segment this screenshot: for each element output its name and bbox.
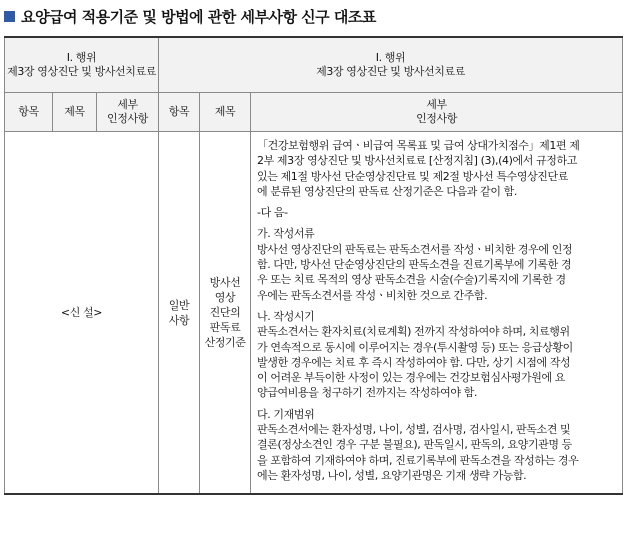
title-line-1: 방사선 — [209, 276, 241, 290]
section-da — [257, 407, 616, 483]
section-da-line: 에는 환자성명, 나이, 성별, 요양기관명은 기재 생략 가능함. — [257, 468, 527, 482]
col-detail-left — [97, 93, 159, 132]
section-ga-line: 우 또는 치료 목적의 영상 판독소견을 시술(수술)기록지에 기록한 경 — [257, 273, 566, 287]
col-item-left: 항목 — [5, 93, 53, 132]
col-title-right: 제목 — [200, 93, 251, 132]
comparison-table — [4, 36, 623, 495]
section-ga-line: 방사선 영상진단의 판독료는 판독소견서를 작성ㆍ비치한 경우에 인정 — [257, 242, 573, 256]
old-text-cell — [5, 132, 159, 495]
intro-line: 「건강보험행위 급여ㆍ비급여 목록표 및 급여 상대가치점수」제1편 제 — [257, 139, 580, 152]
left-section-line2: 제3장 영상진단 및 방사선치료료 — [7, 65, 156, 78]
column-header-row — [5, 93, 623, 132]
intro-paragraph — [257, 138, 616, 199]
section-na-line: 판독소견서는 환자치료(치료계획) 전까지 작성하여야 하며, 치료행위 — [257, 325, 570, 339]
title-line-2: 영상 — [214, 291, 236, 305]
right-section-line2: 제3장 영상진단 및 방사선치료료 — [316, 65, 465, 78]
section-da-title: 다. 기재범위 — [257, 407, 315, 421]
item-line1: 일반 — [168, 298, 190, 312]
section-da-line: 판독소견서에는 환자성명, 나이, 성별, 검사명, 검사일시, 판독소견 및 — [257, 423, 571, 437]
section-na-title: 나. 작성시기 — [257, 309, 315, 323]
col-detail-right-line2: 인정사항 — [416, 112, 457, 125]
title-bullet-square-icon — [4, 11, 15, 22]
section-na — [257, 309, 616, 401]
col-title-left: 제목 — [53, 93, 97, 132]
item-line2: 사항 — [168, 313, 190, 327]
intro-line: 에 분류된 영상진단의 판독료 산정기준은 다음과 같이 함. — [257, 184, 517, 198]
col-item-right: 항목 — [159, 93, 200, 132]
col-detail-right — [251, 93, 623, 132]
section-na-line: 이 어려운 부득이한 사정이 있는 경우에는 건강보험심사평가원에 요 — [257, 371, 566, 385]
title-line-4: 판독료 — [209, 321, 241, 335]
left-section-header — [5, 37, 159, 93]
col-detail-left-line2: 인정사항 — [107, 112, 148, 125]
new-insertion-label: <신 설> — [60, 306, 103, 320]
document-title-bar — [4, 4, 376, 28]
section-ga-title: 가. 작성서류 — [257, 227, 315, 241]
title-cell — [200, 132, 251, 495]
right-section-line1: Ⅰ. 행위 — [375, 51, 406, 64]
right-section-header — [159, 37, 623, 93]
section-ga-line: 함. 다만, 방사선 단순영상진단의 판독소견을 진료기록부에 기록한 경 — [257, 258, 572, 272]
col-detail-right-line1: 세부 — [426, 98, 447, 111]
section-header-row — [5, 37, 623, 93]
section-ga-line: 우에는 판독소견서를 작성ㆍ비치한 것으로 간주함. — [257, 288, 488, 302]
section-ga — [257, 226, 616, 302]
title-line-5: 산정기준 — [204, 336, 246, 350]
left-section-line1: Ⅰ. 행위 — [66, 51, 97, 64]
item-cell — [159, 132, 200, 495]
intro-line: 있는 제1절 방사선 단순영상진단료 및 제2절 방사선 특수영상진단료 — [257, 169, 568, 183]
section-da-line: 을 포함하여 기재하여야 하며, 진료기록부에 판독소견을 작성하는 경우 — [257, 453, 579, 467]
document-title: 요양급여 적용기준 및 방법에 관한 세부사항 신구 대조표 — [21, 7, 376, 26]
section-na-line: 양급여비용을 청구하기 전까지는 작성하여야 함. — [257, 386, 478, 400]
section-da-line: 결론(정상소견인 경우 구분 불필요), 판독일시, 판독의, 요양기관명 등 — [257, 438, 572, 452]
title-line-3: 진단의 — [209, 306, 241, 320]
content-row — [5, 132, 623, 495]
section-na-line: 가 연속적으로 동시에 이루어지는 경우(투시촬영 등) 또는 응급상황이 — [257, 340, 573, 354]
section-na-line: 발생한 경우에는 치료 후 즉시 작성하여야 함. 다만, 상기 시점에 작성 — [257, 355, 571, 369]
da-eum-label: -다 음- — [257, 206, 288, 220]
intro-line: 2부 제3장 영상진단 및 방사선치료료 [산정지침] (3),(4)에서 규정하고 — [257, 154, 577, 168]
col-detail-left-line1: 세부 — [117, 98, 138, 111]
detail-cell — [251, 132, 623, 495]
